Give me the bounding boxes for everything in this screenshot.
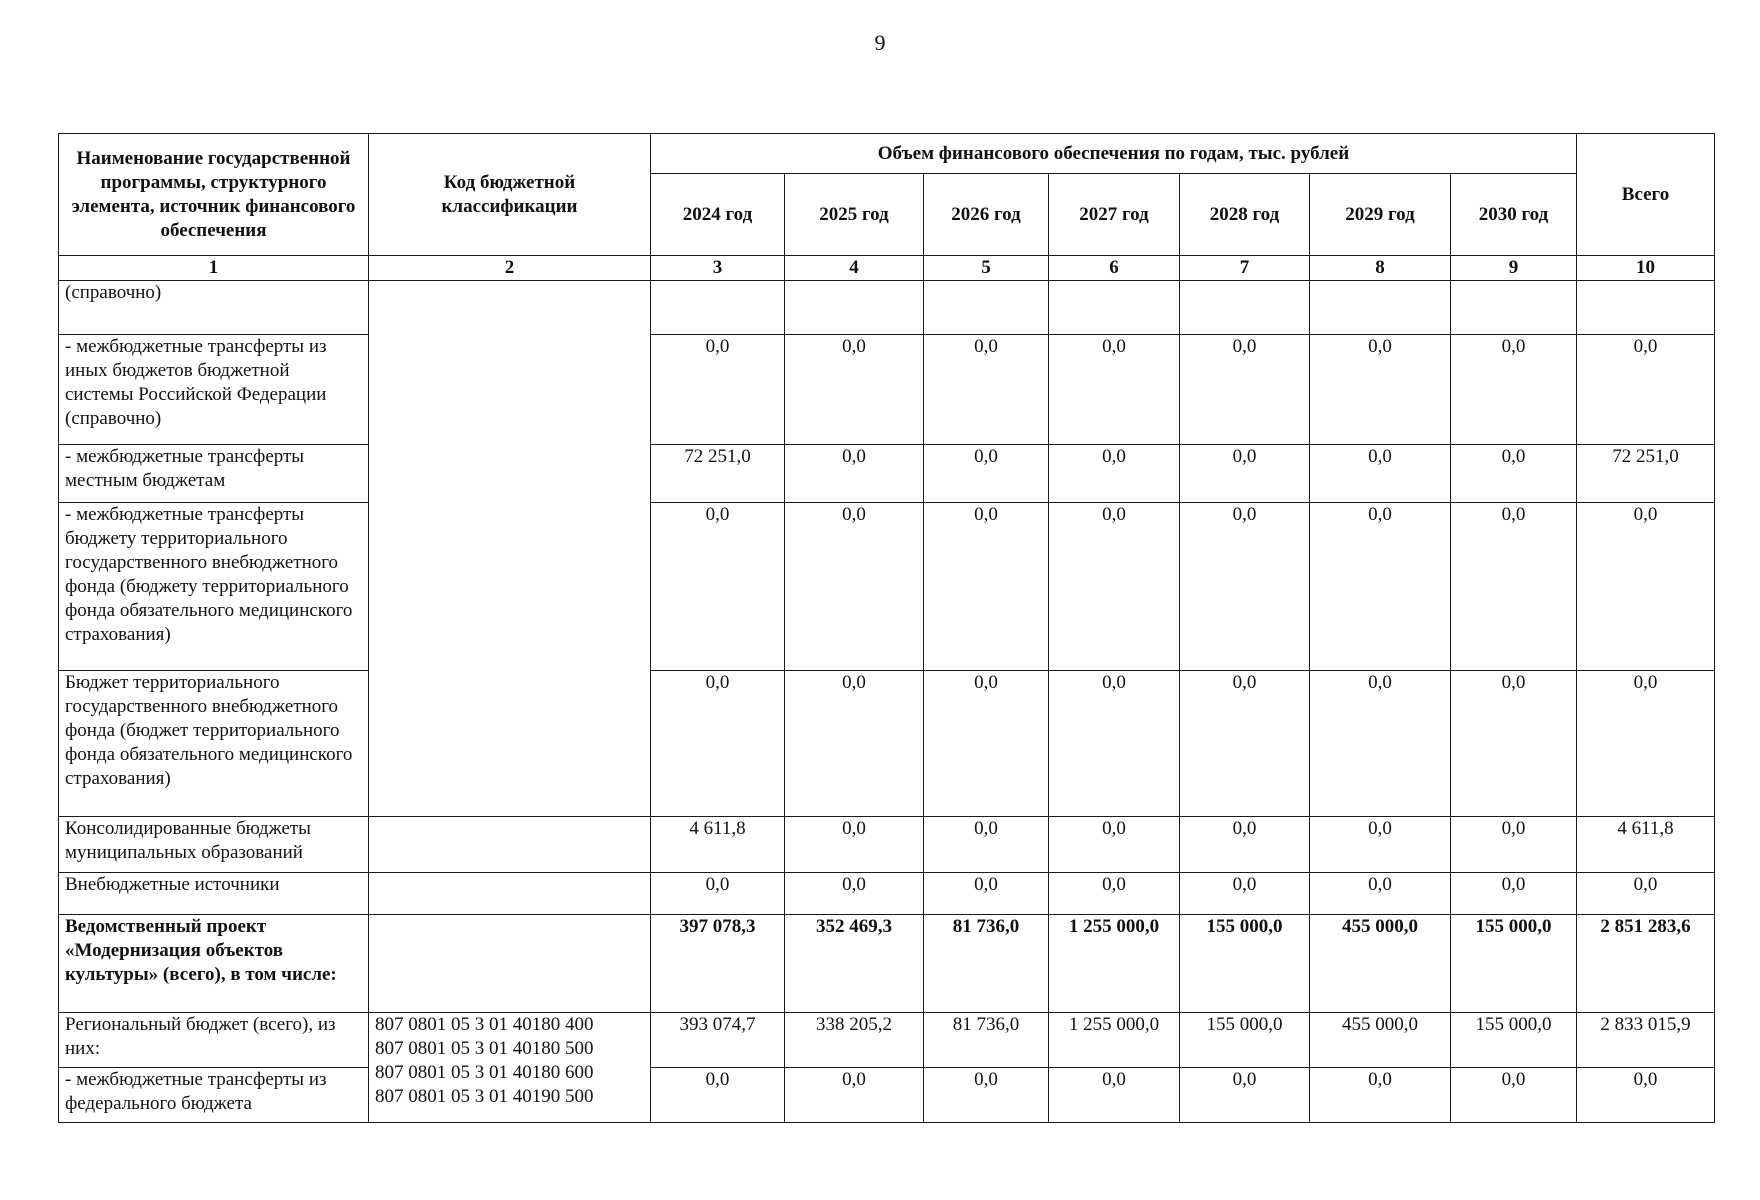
value-cell: 0,0 (924, 671, 1049, 817)
value-cell: 0,0 (1049, 671, 1180, 817)
value-cell: 455 000,0 (1310, 915, 1451, 1013)
value-cell: 0,0 (1180, 671, 1310, 817)
row-name: Консолидированные бюджеты муниципальных образований (59, 817, 369, 873)
table-row (59, 817, 1715, 873)
value-cell: 155 000,0 (1451, 1013, 1577, 1068)
value-cell: 0,0 (785, 335, 924, 445)
budget-code: 807 0801 05 3 01 40190 500 (375, 1086, 594, 1107)
table-row (59, 915, 1715, 1013)
value-cell: 2 833 015,9 (1577, 1013, 1715, 1068)
row-name: - межбюджетные трансферты бюджету территориального государственного внебюджетного фонда (бюджету территориального фонда обязательного медицинского страхования) (59, 503, 369, 671)
value-cell: 0,0 (1180, 873, 1310, 915)
value-cell (1180, 281, 1310, 335)
column-number: 1 (59, 256, 369, 281)
value-cell: 0,0 (1577, 503, 1715, 671)
column-number: 9 (1451, 256, 1577, 281)
value-cell: 0,0 (1310, 335, 1451, 445)
row-name: - межбюджетные трансферты местным бюджетам (59, 445, 369, 503)
value-cell: 0,0 (924, 335, 1049, 445)
table-row (59, 1068, 1715, 1123)
value-cell: 0,0 (651, 1068, 785, 1123)
value-cell: 0,0 (1310, 1068, 1451, 1123)
header-year: 2025 год (785, 174, 924, 256)
value-cell: 0,0 (924, 873, 1049, 915)
value-cell: 0,0 (1577, 335, 1715, 445)
value-cell: 81 736,0 (924, 915, 1049, 1013)
value-cell: 0,0 (1049, 335, 1180, 445)
value-cell: 0,0 (1180, 445, 1310, 503)
value-cell: 0,0 (1451, 873, 1577, 915)
header-year: 2024 год (651, 174, 785, 256)
column-number: 2 (369, 256, 651, 281)
value-cell: 0,0 (1577, 873, 1715, 915)
budget-code: 807 0801 05 3 01 40180 500 (375, 1038, 594, 1059)
header-year: 2028 год (1180, 174, 1310, 256)
value-cell: 0,0 (1180, 1068, 1310, 1123)
financing-table (58, 133, 1715, 1123)
value-cell: 4 611,8 (1577, 817, 1715, 873)
value-cell: 0,0 (1180, 335, 1310, 445)
value-cell: 0,0 (924, 1068, 1049, 1123)
column-number: 8 (1310, 256, 1451, 281)
value-cell: 0,0 (785, 1068, 924, 1123)
value-cell: 0,0 (1451, 503, 1577, 671)
row-name: - межбюджетные трансферты из иных бюджетов бюджетной системы Российской Федерации (справочно) (59, 335, 369, 445)
header-name: Наименование государственной программы, структурного элемента, источник финансового обеспечения (59, 134, 369, 256)
value-cell: 155 000,0 (1180, 1013, 1310, 1068)
value-cell: 2 851 283,6 (1577, 915, 1715, 1013)
header-year: 2027 год (1049, 174, 1180, 256)
value-cell: 0,0 (1451, 1068, 1577, 1123)
table-row (59, 1013, 1715, 1068)
value-cell: 0,0 (924, 503, 1049, 671)
value-cell: 72 251,0 (1577, 445, 1715, 503)
table-row (59, 281, 1715, 335)
value-cell: 0,0 (785, 817, 924, 873)
value-cell: 0,0 (785, 671, 924, 817)
row-name: Ведомственный проект «Модернизация объектов культуры» (всего), в том числе: (59, 915, 369, 1013)
value-cell: 0,0 (1049, 873, 1180, 915)
value-cell: 0,0 (1049, 445, 1180, 503)
column-number: 10 (1577, 256, 1715, 281)
column-number: 6 (1049, 256, 1180, 281)
value-cell: 4 611,8 (651, 817, 785, 873)
header-year: 2026 год (924, 174, 1049, 256)
value-cell (1577, 281, 1715, 335)
row-name: Внебюджетные источники (59, 873, 369, 915)
value-cell: 0,0 (1310, 671, 1451, 817)
value-cell: 0,0 (1180, 817, 1310, 873)
value-cell: 0,0 (1577, 671, 1715, 817)
value-cell: 0,0 (1451, 335, 1577, 445)
value-cell (651, 281, 785, 335)
row-name: Региональный бюджет (всего), из них: (59, 1013, 369, 1068)
column-number: 4 (785, 256, 924, 281)
table-row (59, 335, 1715, 445)
value-cell: 0,0 (924, 445, 1049, 503)
row-name: - межбюджетные трансферты из федерального бюджета (59, 1068, 369, 1123)
value-cell: 1 255 000,0 (1049, 1013, 1180, 1068)
value-cell: 1 255 000,0 (1049, 915, 1180, 1013)
value-cell: 0,0 (651, 503, 785, 671)
value-cell: 0,0 (1049, 1068, 1180, 1123)
value-cell: 338 205,2 (785, 1013, 924, 1068)
column-number: 3 (651, 256, 785, 281)
value-cell: 72 251,0 (651, 445, 785, 503)
value-cell (1451, 281, 1577, 335)
value-cell: 155 000,0 (1180, 915, 1310, 1013)
value-cell: 393 074,7 (651, 1013, 785, 1068)
header-year: 2029 год (1310, 174, 1451, 256)
value-cell: 0,0 (924, 817, 1049, 873)
budget-code: 807 0801 05 3 01 40180 600 (375, 1062, 594, 1083)
table-row (59, 873, 1715, 915)
budget-code-cell (369, 1013, 651, 1123)
value-cell: 0,0 (1310, 445, 1451, 503)
table-row (59, 445, 1715, 503)
value-cell: 0,0 (1310, 817, 1451, 873)
value-cell: 397 078,3 (651, 915, 785, 1013)
row-name: Бюджет территориального государственного внебюджетного фонда (бюджет территориального фонда обязательного медицинского страхования) (59, 671, 369, 817)
value-cell (924, 281, 1049, 335)
value-cell: 0,0 (651, 335, 785, 445)
value-cell: 155 000,0 (1451, 915, 1577, 1013)
value-cell: 0,0 (785, 445, 924, 503)
header-code: Код бюджетной классификации (369, 134, 651, 256)
value-cell: 0,0 (1310, 873, 1451, 915)
value-cell: 0,0 (1310, 503, 1451, 671)
column-number: 5 (924, 256, 1049, 281)
table-row (59, 503, 1715, 671)
value-cell: 0,0 (1049, 817, 1180, 873)
value-cell: 0,0 (1049, 503, 1180, 671)
value-cell: 0,0 (1451, 445, 1577, 503)
code-cell-empty (369, 281, 651, 817)
value-cell: 0,0 (785, 503, 924, 671)
value-cell: 0,0 (785, 873, 924, 915)
value-cell: 352 469,3 (785, 915, 924, 1013)
code-cell-empty (369, 817, 651, 873)
value-cell: 0,0 (651, 671, 785, 817)
header-total: Всего (1577, 134, 1715, 256)
value-cell: 81 736,0 (924, 1013, 1049, 1068)
value-cell (785, 281, 924, 335)
column-number: 7 (1180, 256, 1310, 281)
header-year: 2030 год (1451, 174, 1577, 256)
value-cell: 0,0 (1451, 671, 1577, 817)
page-number: 9 (874, 30, 886, 55)
value-cell: 455 000,0 (1310, 1013, 1451, 1068)
row-name: (справочно) (59, 281, 369, 335)
table-row (59, 671, 1715, 817)
code-cell-empty (369, 915, 651, 1013)
value-cell: 0,0 (651, 873, 785, 915)
value-cell (1049, 281, 1180, 335)
header-years-group: Объем финансового обеспечения по годам, тыс. рублей (651, 134, 1577, 174)
code-cell-empty (369, 873, 651, 915)
value-cell: 0,0 (1180, 503, 1310, 671)
value-cell (1310, 281, 1451, 335)
value-cell: 0,0 (1577, 1068, 1715, 1123)
budget-code: 807 0801 05 3 01 40180 400 (375, 1014, 594, 1035)
value-cell: 0,0 (1451, 817, 1577, 873)
